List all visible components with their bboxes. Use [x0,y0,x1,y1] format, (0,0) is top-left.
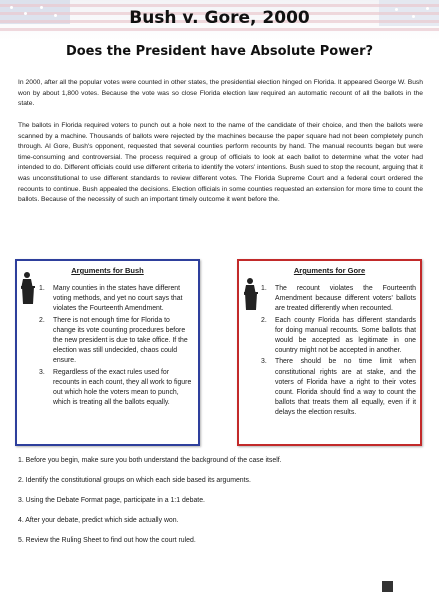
list-item [39,368,194,409]
gore-arguments-box [237,259,422,446]
page-subtitle: Does the President have Absolute Power? [65,44,374,59]
instructions-list [18,456,418,556]
flag-stripe [0,28,439,31]
list-item-text: Each county Florida has different standards for doing manual recounts. Some ballots that would be accepted as legitimate in one country might not be accepted in another. [275,316,416,355]
instruction-text: Before you begin, make sure you both understand the background of the case itself. [25,457,282,464]
background-paragraph-1: In 2000, after all the popular votes were counted in other states, the presidential election hinged on Florida. It appeared George W. Bush won by about 1,800 votes. Because the vote was so close Florida election law required an automatic recount of all the ballots in the state. [18,79,423,108]
instruction-text: Review the Ruling Sheet to find out how the court ruled. [25,537,196,544]
flag-stripe [0,4,439,7]
instruction-text: Using the Debate Format page, participate in a 1:1 debate. [25,497,205,504]
list-item-text: Regardless of the exact rules used for recounts in each count, they all work to figure out which hole the voters mean to punch, which is treating all the ballots equally. [53,368,192,407]
background-paragraph-2: The ballots in Florida required voters to punch out a hole next to the name of the candidate of their choice, and then the ballots were scanned by a machine. Thousands of ballots were rejected by the machines because the paper square had not been completely punch through. Al Gore, Bush's opponent, requested that several counties perform recounts by hand. The manual recounts began but were time-consuming and controversial. The process required a group of officials to look at each ballot to determine what the voter had intended to do. Different officials could use different criteria to identify the voters' intentions. Bush sued to stop the recount, arguing that it was unconstitutional to use different standards to review different votes. The Florida Supreme Court and a federal court ordered the recounts to continue. Bush appealed the decisions. Election officials in some counties requested an extension for more time to count the ballots. Because of the necessity of such an important timely outcome it went before the. [18,122,423,204]
instruction-number: 1. [18,457,24,464]
list-item-text: There is not enough time for Florida to change its vote counting procedures before the new president is due to take office. If the election was still undecided, chaos could ensure. [53,316,188,365]
list-item-number: 2. [261,316,267,324]
page-title: Bush v. Gore, 2000 [129,8,310,28]
list-item-text: There should be no time limit when constitutional rights are at stake, and the voters of Florida have a right to their votes count. Florida should find a way to count the ballots that treats them all equally, even if it delays the election results. [275,358,416,417]
bush-arguments-heading: Arguments for Bush [71,266,144,275]
list-item [18,536,418,556]
instruction-number: 3. [18,497,24,504]
list-item [261,284,416,315]
list-item [39,284,194,315]
instruction-text: Identify the constitutional groups on which each side based its arguments. [25,477,251,484]
logo-mark-icon [382,581,393,592]
instruction-number: 2. [18,477,24,484]
instruction-number: 5. [18,537,24,544]
gore-arguments-heading: Arguments for Gore [293,266,366,275]
bush-arguments-list [39,284,194,408]
list-item [261,357,416,418]
bush-arguments-box [15,259,200,446]
list-item [18,476,418,496]
list-item-number: 1. [261,285,267,292]
instruction-number: 4. [18,517,24,524]
list-item [18,496,418,516]
list-item-number: 3. [39,368,45,376]
list-item-number: 2. [39,316,45,324]
instruction-text: After your debate, predict which side actually won. [25,517,179,524]
list-item-text: Many counties in the states have different voting methods, and yet no court says that violates the Fourteenth Amendment. [53,285,183,313]
list-item [18,456,418,476]
list-item [18,516,418,536]
list-item-number: 3. [261,358,267,366]
list-item-text: The recount violates the Fourteenth Amendment because different voters' ballots are treated differently when recounted. [275,285,416,313]
list-item-number: 1. [39,285,45,292]
speaker-at-podium-silhouette-icon [19,271,39,305]
list-item [39,316,194,367]
list-item [261,316,416,357]
gore-arguments-list [261,284,416,419]
publisher-logo [382,581,422,593]
speaker-at-podium-silhouette-icon [242,277,262,311]
